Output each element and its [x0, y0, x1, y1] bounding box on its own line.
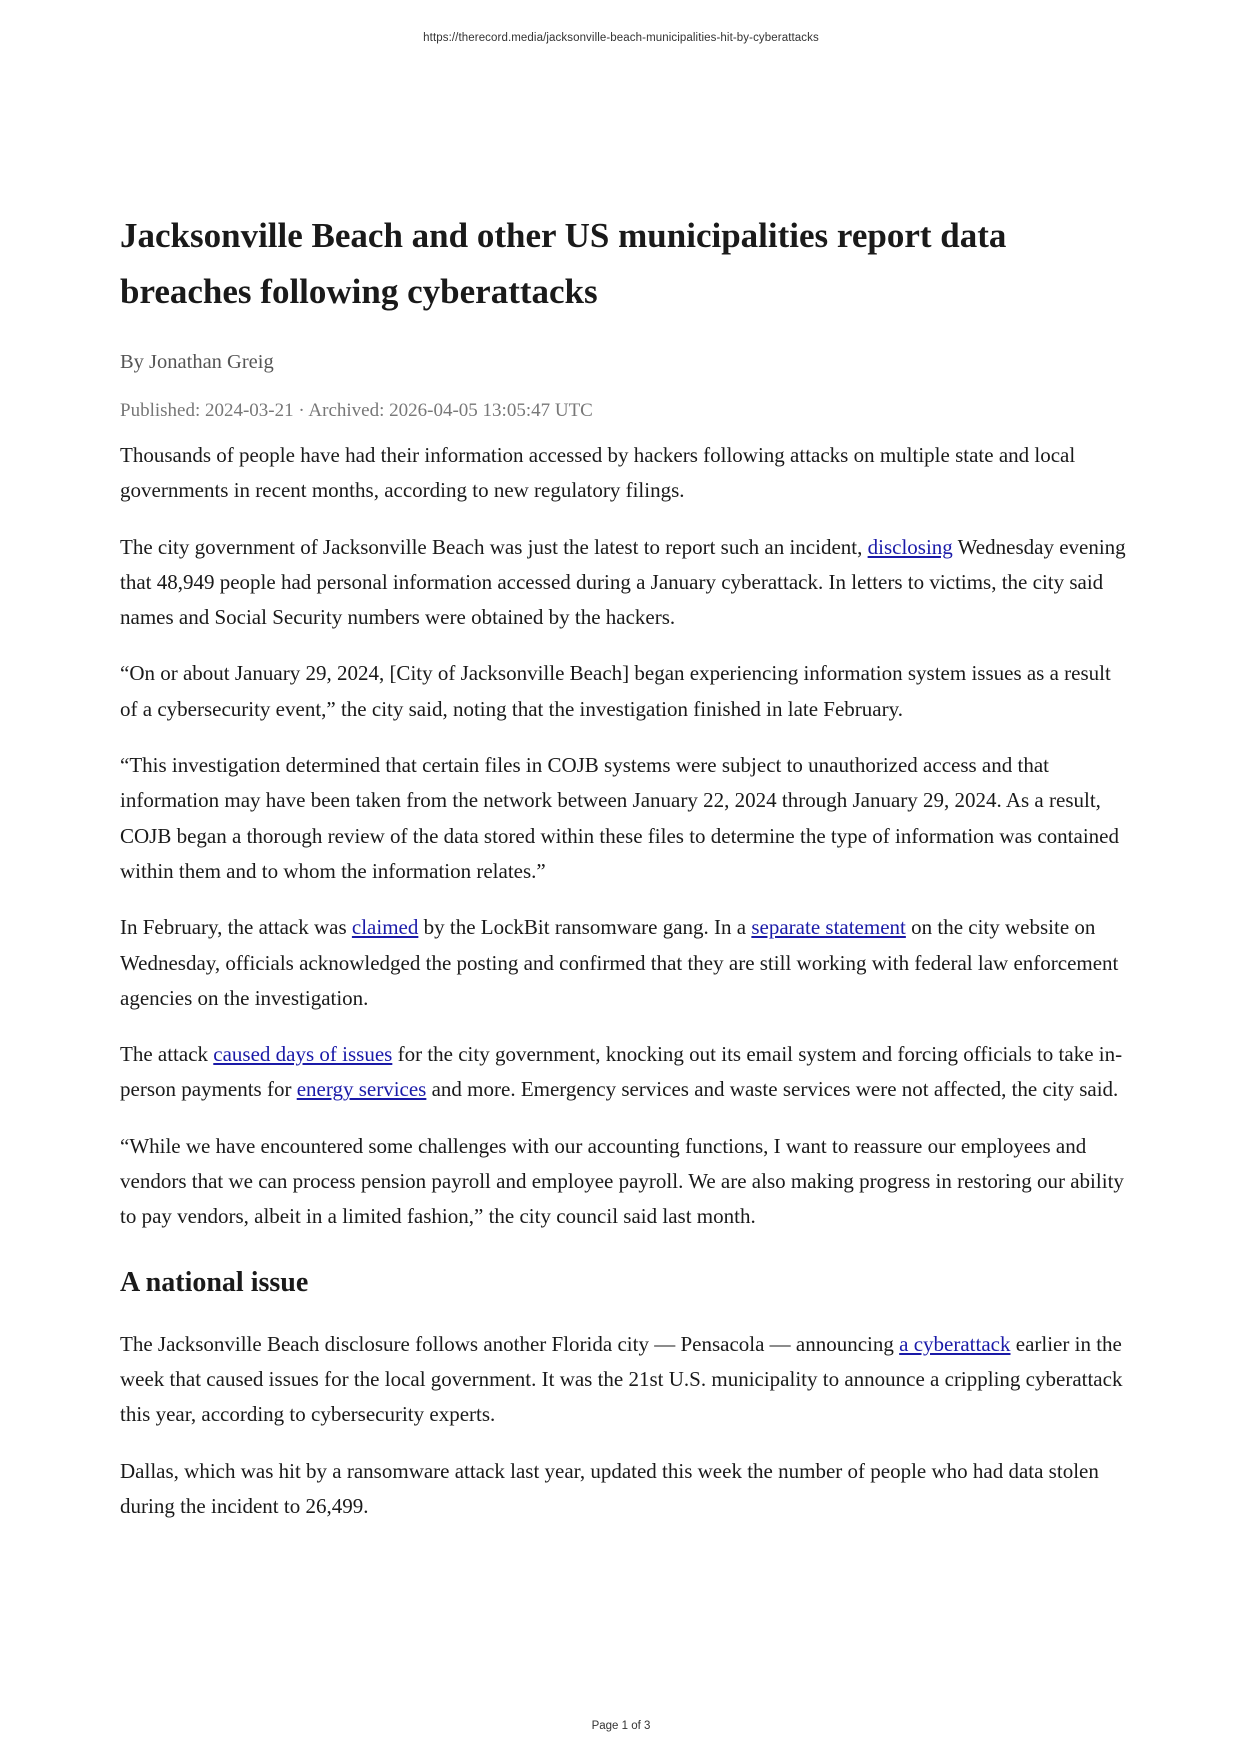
page-number: Page 1 of 3 — [591, 1720, 651, 1732]
paragraph: “On or about January 29, 2024, [City of Jacksonville Beach] began experiencing information system issues as a result of a cybersecurity event,” the city said, noting that the investigation finished in late February. — [120, 661, 1111, 721]
paragraph-text: earlier in the week that caused issues for the local government. It was the 21st U.S. municipality to announce a crippling cyberattack this year, according to cybersecurity experts. — [120, 1331, 1123, 1427]
section-heading: A national issue — [120, 1266, 309, 1298]
paragraph-text: and more. Emergency services and waste services were not affected, the city said. — [426, 1077, 1119, 1102]
paragraph-text: The Jacksonville Beach disclosure follows another Florida city — Pensacola — announcing — [120, 1331, 900, 1356]
paragraph-text: on the city website on Wednesday, officials acknowledged the posting and confirmed that they are still working with federal law enforcement agencies on the investigation. — [120, 915, 1119, 1010]
link-claimed[interactable]: claimed — [351, 915, 419, 940]
article-body — [120, 438, 1130, 1524]
paragraph — [120, 1037, 1130, 1108]
paragraph-text: The attack — [120, 1042, 214, 1067]
paragraph: “While we have encountered some challenges with our accounting functions, I want to reassure our employees and vendors that we can process pension payroll and employee payroll. We are also making progress in restoring our ability to pay vendors, albeit in a limited fashion,” the city council said last month. — [120, 1133, 1124, 1229]
page-url: https://therecord.media/jacksonville-beach-municipalities-hit-by-cyberattacks — [423, 32, 819, 44]
paragraph-text: by the LockBit ransomware gang. In a — [418, 915, 752, 940]
paragraph-text: for the city government, knocking out its email system and forcing officials to take in-person payments for — [120, 1042, 1123, 1102]
paragraph: Thousands of people have had their information accessed by hackers following attacks on multiple state and local governments in recent months, according to new regulatory filings. — [120, 443, 1076, 503]
paragraph: “This investigation determined that certain files in COJB systems were subject to unauthorized access and that information may have been taken from the network between January 22, 2024 through January 29, 2024. As a result, COJB began a thorough review of the data stored within these files to determine the type of information was contained within them and to whom the information relates.” — [120, 753, 1119, 883]
paragraph: Dallas, which was hit by a ransomware attack last year, updated this week the number of people who had data stolen during the incident to 26,499. — [120, 1458, 1099, 1518]
paragraph-text: Wednesday evening that 48,949 people had personal information accessed during a January cyberattack. In letters to victims, the city said names and Social Security numbers were obtained by the hackers. — [120, 534, 1126, 630]
article — [120, 208, 1130, 1545]
link-a-cyberattack[interactable]: a cyberattack — [899, 1331, 1011, 1356]
link-caused-days-of-issues[interactable]: caused days of issues — [213, 1042, 393, 1067]
paragraph-text: In February, the attack was — [120, 915, 352, 940]
paragraph-text: The city government of Jacksonville Beach was just the latest to report such an incident, — [120, 534, 868, 559]
paragraph — [120, 1327, 1130, 1433]
paragraph — [120, 530, 1130, 636]
article-byline: By Jonathan Greig — [120, 351, 274, 373]
article-title: Jacksonville Beach and other US municipalities report data breaches following cyberattacks — [120, 216, 1007, 311]
link-energy-services[interactable]: energy services — [296, 1077, 427, 1102]
link-separate-statement[interactable]: separate statement — [751, 915, 906, 940]
paragraph — [120, 910, 1130, 1016]
link-disclosing[interactable]: disclosing — [867, 534, 953, 559]
article-meta: Published: 2024-03-21 · Archived: 2026-04-05 13:05:47 UTC — [120, 400, 593, 421]
